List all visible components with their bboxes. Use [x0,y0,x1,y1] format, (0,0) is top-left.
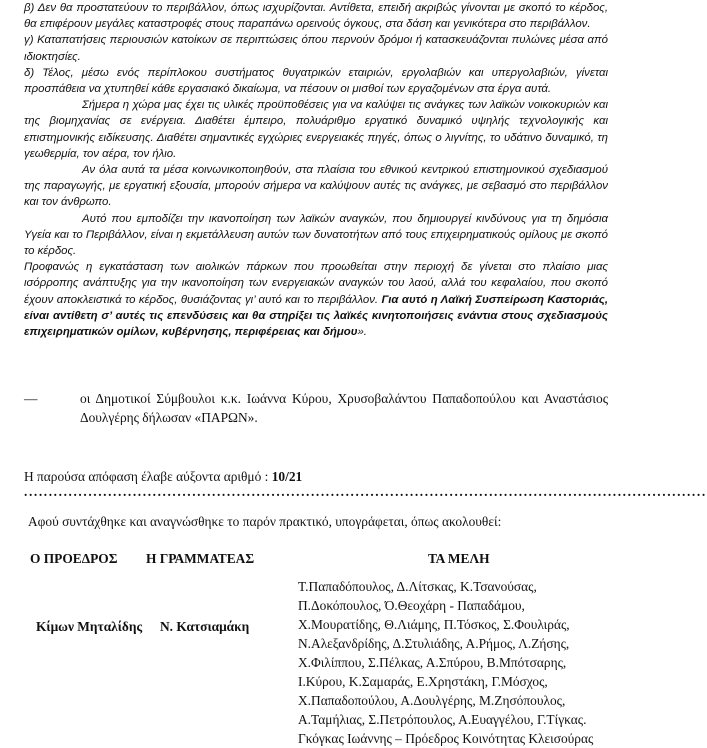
members-line: Π.Δοκόπουλος, Ό.Θεοχάρη - Παπαδάμου, [298,598,525,613]
members-line: Χ.Φιλίππου, Σ.Πέλκας, Α.Σπύρου, Β.Μπότσαρης, [298,655,567,670]
paragraph-wind-parks [24,259,608,340]
members-line: Ν.Αλεξανδρίδης, Δ.Στυλιάδης, Α.Ρήμος, Λ.Ζήσης, [298,636,570,651]
president-name: Κίμων Μηταλίδης [36,619,143,634]
president-title: Ο ΠΡΟΕΔΡΟΣ [30,551,118,566]
members-line: Τ.Παπαδόπουλος, Δ.Λίτσκας, Κ.Τσανούσας, [298,579,537,594]
dotted-separator: .......................................................................................................................................... [24,484,707,499]
secretary-name: Ν. Κατσιαμάκη [160,619,250,634]
paragraph-wind-parks-plain: Προφανώς η εγκατάσταση των αιολικών πάρκων που προωθείται στην περιοχή δε γίνεται στο πλαίσιο μιας ισόρροπης ανάπτυξης για την ικανοποίηση των ενεργειακών αναγκών του λαού, αλλά του κεφαλαίου, που σκοπό έχουν αποκλειστικά το κέρδος, θυσιάζοντας γι’ αυτό και το περιβάλλον. [24,261,608,306]
members-list [298,577,618,748]
decision-number: 10/21 [271,469,303,484]
paragraph-socialisation: Αν όλα αυτά τα μέσα κοινωνικοποιηθούν, στα πλαίσια του εθνικού κεντρικού επιστημονικού σχεδιασμού της παραγωγής, με εργατική εξουσία, μπορούν σήμερα να καλύψουν αυτές τις ανάγκες, με σεβασμό στο περιβάλλον και τον άνθρωπο. [24,164,608,209]
decision-number-label: Η παρούσα απόφαση έλαβε αύξοντα αριθμό : [24,469,272,484]
paragraph-gamma: γ) Καταπατήσεις περιουσιών κατοίκων σε περιπτώσεις όπου περνούν δρόμοι ή κατασκευάζονται πυλώνες μέσα από ιδιοκτησίες. [24,34,608,63]
members-line: Ι.Κύρου, Κ.Σαμαράς, Ε.Χρηστάκη, Γ.Μόσχος, [298,674,548,689]
members-line: Α.Ταμήλιας, Σ.Πετρόπουλος, Α.Ευαγγέλου, Γ.Τίγκας. [298,712,587,727]
signed-statement: Αφού συντάχθηκε και αναγνώσθηκε το παρόν πρακτικό, υπογράφεται, όπως ακολουθεί: [28,514,502,529]
members-line: Γκόγκας Ιωάννης – Πρόεδρος Κοινότητας Κλεισούρας [298,731,594,746]
decision-body-text [24,0,608,340]
paragraph-obstacle: Αυτό που εμποδίζει την ικανοποίηση των λαϊκών αναγκών, που δημιουργεί κινδύνους για τη δημόσια Υγεία και το Περιβάλλον, είναι η εκμετάλλευση αυτών των δυνατοτήτων από τους επιχειρηματικούς ομίλους με σκοπό το κέρδος. [24,212,608,258]
secretary-title: Η ΓΡΑΜΜΑΤΕΑΣ [146,551,255,566]
paragraph-wind-parks-bold: Για αυτό η Λαϊκή Συσπείρωση Καστοριάς, είναι αντίθετη σ’ αυτές τις επενδύσεις και θα στηρίξει τις λαϊκές κινητοποιήσεις ενάντια στους σχεδιασμούς επιχειρηματικών ομίλων, κυβέρνησης, περιφέρειας και δήμου [24,293,608,339]
present-text: οι Δημοτικοί Σύμβουλοι κ.κ. Ιωάννα Κύρου, Χρυσοβαλάντου Παπαδοπούλου και Αναστάσιος Δουλγέρης δήλωσαν «ΠΑΡΩΝ». [80,391,608,425]
members-line: Χ.Μουρατίδης, Θ.Λιάμης, Π.Τόσκος, Σ.Φουλιράς, [298,617,570,632]
paragraph-energy-capacity: Σήμερα η χώρα μας έχει τις υλικές προϋποθέσεις για να καλύψει τις ανάγκες των λαϊκών νοικοκυριών και της βιομηχανίας σε ενέργεια. Διαθέτει έμπειρο, πολυάριθμο εργατικό δυναμικό υψηλής τεχνολογικής και επιστημονικής ειδίκευσης. Διαθέτει σημαντικές εγχώριες ενεργειακές πηγές, όπως ο λιγνίτης, το υδάτινο δυναμικό, τη γεωθερμία, τον αέρα, τον ήλιο. [24,99,608,160]
paragraph-wind-parks-end: ». [357,326,367,339]
members-title: ΤΑ ΜΕΛΗ [428,551,490,566]
members-line: Χ.Παπαδοπούλου, Α.Δουλγέρης, Μ.Ζησόπουλος, [298,693,566,708]
present-dash: — [24,391,38,406]
paragraph-delta: δ) Τέλος, μέσω ενός περίπλοκου συστήματος θυγατρικών εταιριών, εργολαβιών και υπεργολαβιών, γίνεται προσπάθεια να χτυπηθεί κάθε εργασιακό δικαίωμα, να πέσουν οι μισθοί των εργαζομένων στα έργα αυτά. [24,66,608,96]
paragraph-beta: β) Δεν θα προστατεύουν το περιβάλλον, όπως ισχυρίζονται. Αντίθετα, επειδή ακριβώς γίνονται με σκοπό το κέρδος, θα επιφέρουν μεγάλες καταστροφές στους παραπάνω ορεινούς όγκους, στα δάση και γενικότερα στο περιβάλλον. [24,2,608,31]
